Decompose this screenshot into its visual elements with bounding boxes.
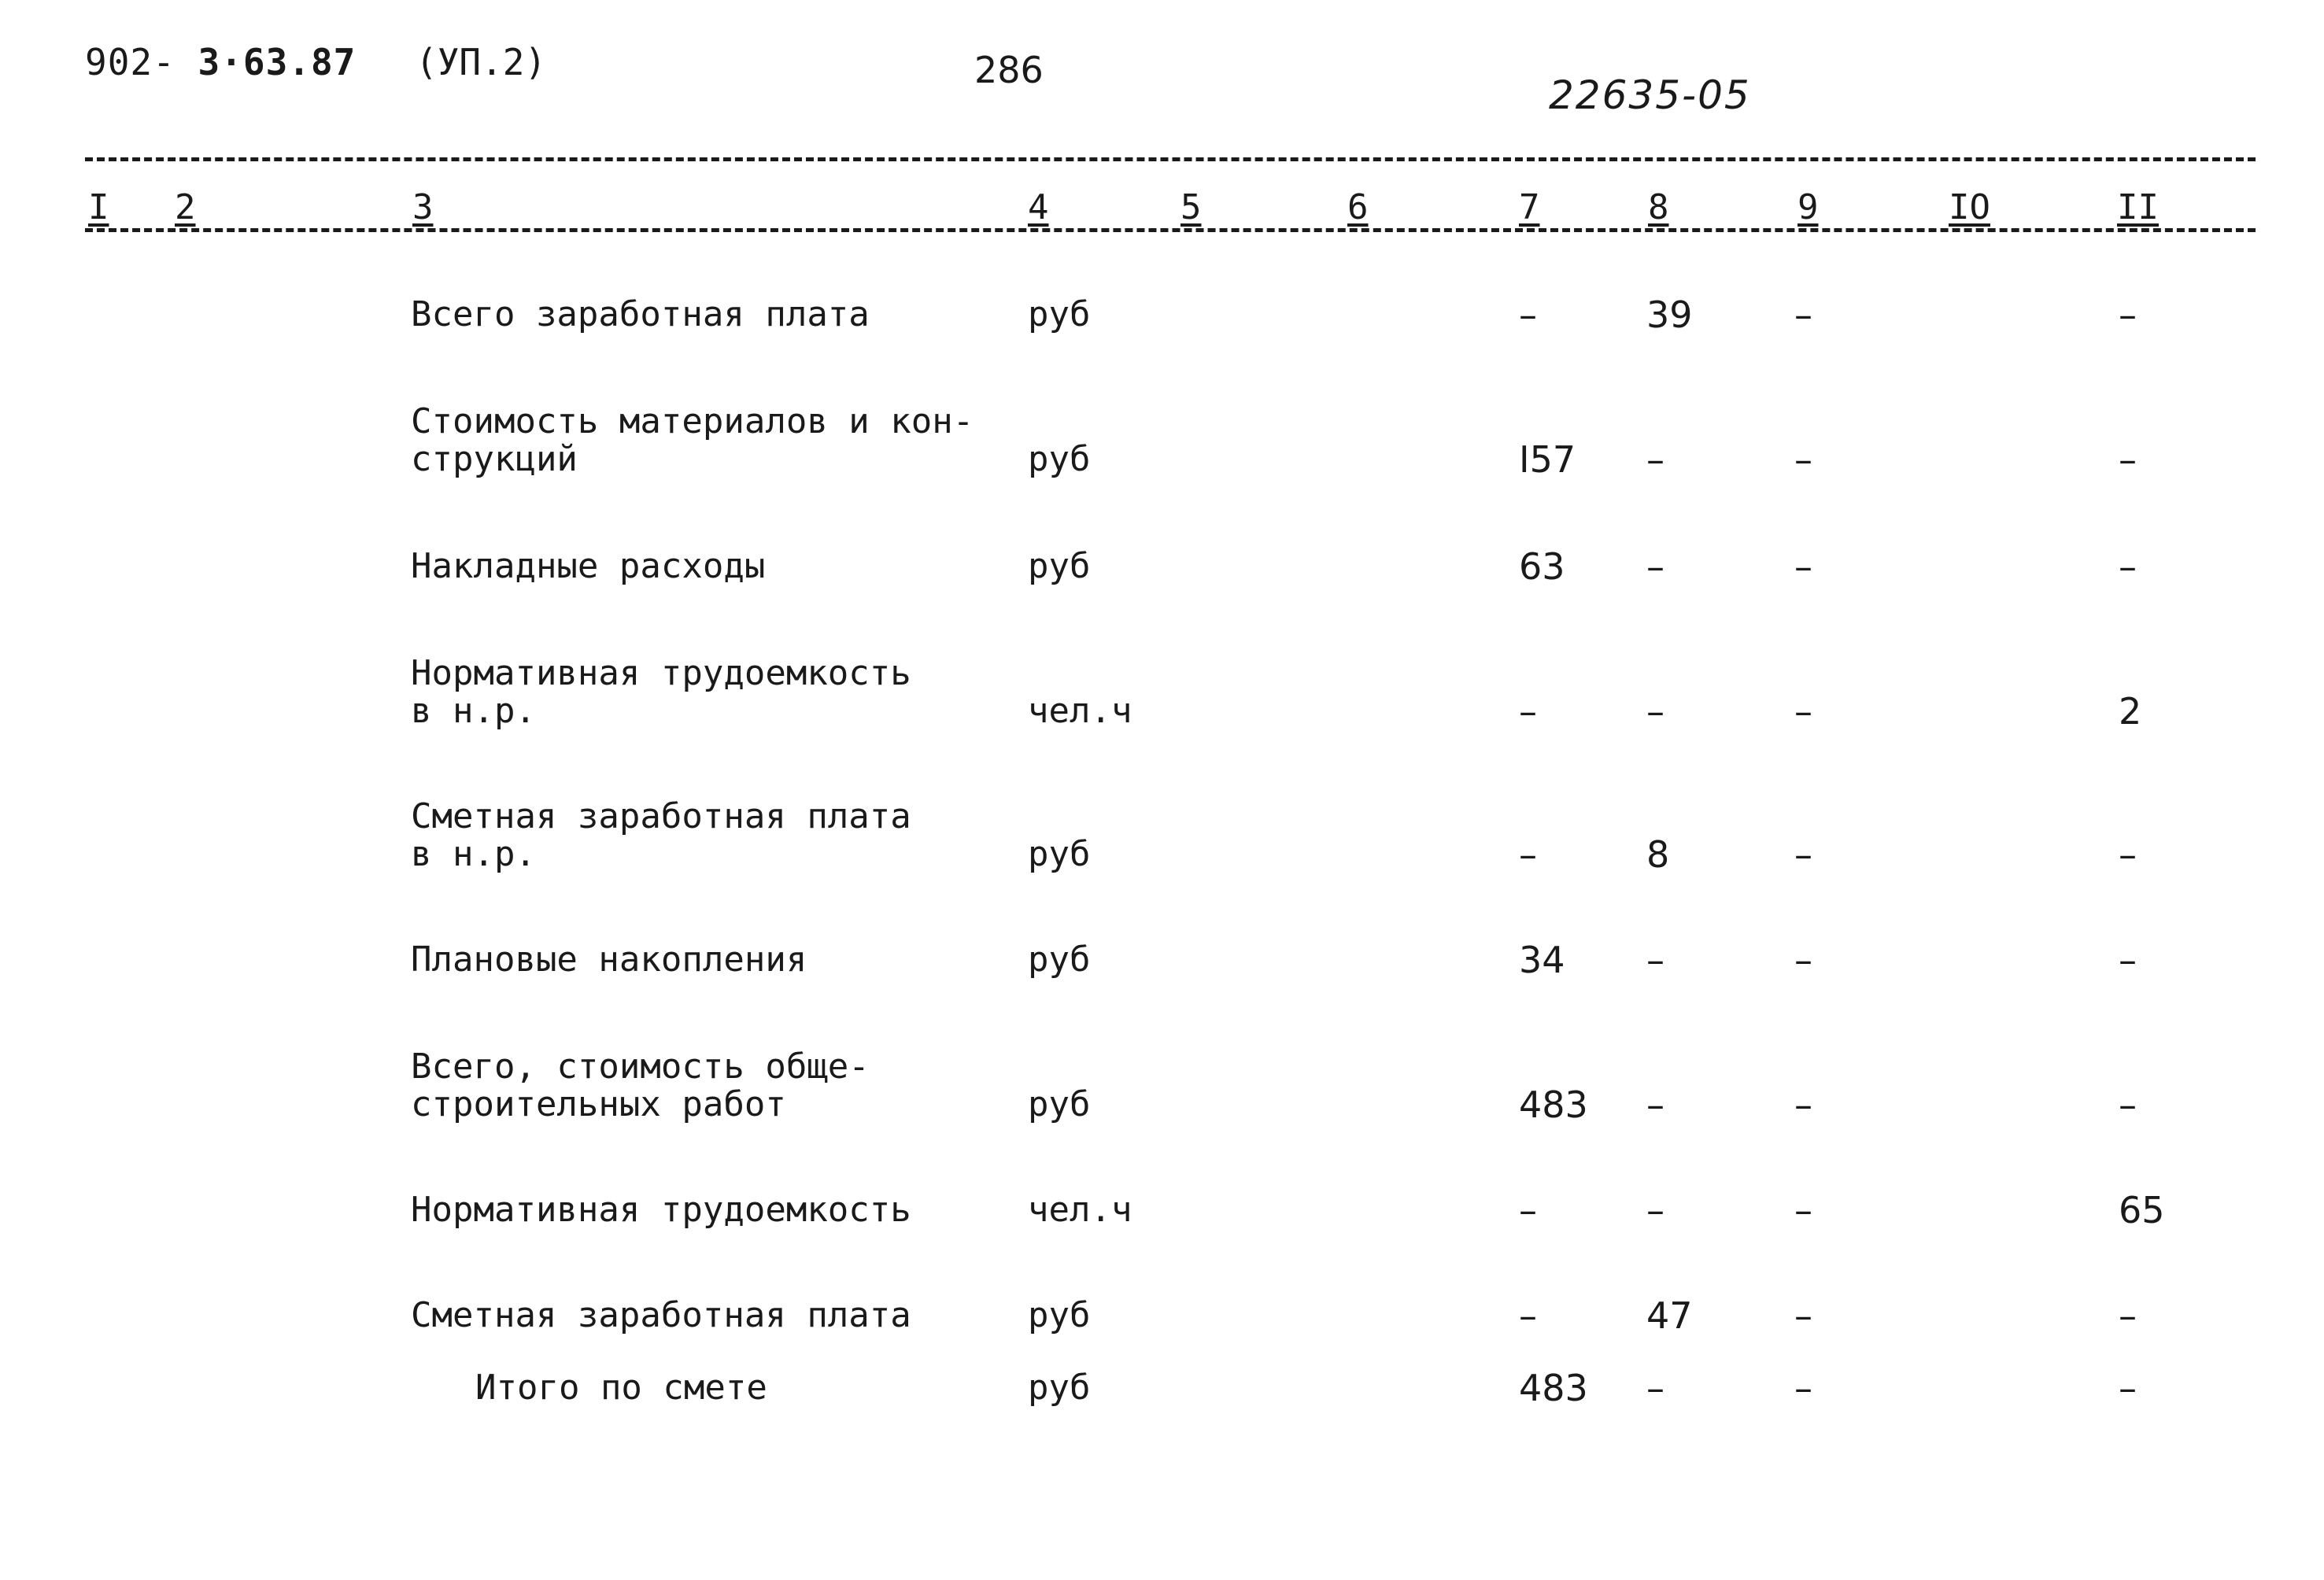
column-number-6: 6 — [1347, 187, 1369, 227]
document-code-number: 3·63.87 — [198, 41, 357, 83]
row-col-7: I57 — [1519, 438, 1576, 481]
row-unit: руб — [1028, 1368, 1091, 1408]
row-col-8: – — [1646, 1367, 1664, 1409]
page-number: 286 — [974, 49, 1044, 91]
row-col-8: – — [1646, 438, 1664, 481]
row-col-9: – — [1794, 1367, 1812, 1409]
column-number-3: 3 — [412, 187, 434, 227]
header-divider — [85, 157, 2256, 161]
row-col-8: 8 — [1646, 833, 1670, 876]
row-col-11: 65 — [2119, 1189, 2165, 1231]
row-col-11: – — [2119, 1294, 2137, 1337]
column-header-divider — [85, 228, 2256, 232]
row-col-7: 483 — [1519, 1367, 1588, 1409]
row-col-9: – — [1794, 438, 1812, 481]
row-col-8: – — [1646, 545, 1664, 588]
row-description: Нормативная трудоемкость — [411, 653, 911, 693]
row-col-11: – — [2119, 1367, 2137, 1409]
row-description: Накладные расходы — [411, 546, 766, 586]
column-number-2: 2 — [175, 187, 196, 227]
row-description: Нормативная трудоемкость — [411, 1190, 911, 1230]
row-col-11: – — [2119, 545, 2137, 588]
row-col-11: – — [2119, 1083, 2137, 1126]
row-unit: чел.ч — [1028, 691, 1132, 731]
column-number-8: 8 — [1648, 187, 1669, 227]
row-col-9: – — [1794, 545, 1812, 588]
row-col-8: 47 — [1646, 1294, 1693, 1337]
row-description-cont: в н.р. — [411, 691, 536, 731]
column-number-10: IO — [1949, 187, 1990, 227]
row-col-7: – — [1519, 1294, 1537, 1337]
row-col-9: – — [1794, 939, 1812, 981]
row-description: Всего, стоимость обще- — [411, 1047, 870, 1087]
row-col-11: – — [2119, 438, 2137, 481]
document-code-prefix: 902- — [85, 41, 176, 83]
row-col-7: 483 — [1519, 1083, 1588, 1126]
row-col-8: 39 — [1646, 293, 1693, 336]
row-col-11: – — [2119, 833, 2137, 876]
row-description: Итого по смете — [475, 1368, 767, 1408]
row-col-7: 63 — [1519, 545, 1565, 588]
row-unit: руб — [1028, 834, 1091, 874]
row-col-11: – — [2119, 939, 2137, 981]
row-col-7: – — [1519, 833, 1537, 876]
row-col-7: – — [1519, 1189, 1537, 1231]
row-unit: руб — [1028, 1084, 1091, 1124]
row-col-7: – — [1519, 690, 1537, 733]
row-col-9: – — [1794, 1294, 1812, 1337]
row-col-8: – — [1646, 690, 1664, 733]
row-col-9: – — [1794, 1083, 1812, 1126]
row-col-9: – — [1794, 690, 1812, 733]
row-col-8: – — [1646, 939, 1664, 981]
row-description: Сметная заработная плата — [411, 796, 911, 836]
row-description: Всего заработная плата — [411, 294, 870, 334]
row-col-11: 2 — [2119, 690, 2142, 733]
row-description-cont: струкций — [411, 439, 578, 479]
row-description: Сметная заработная плата — [411, 1295, 911, 1335]
row-col-9: – — [1794, 1189, 1812, 1231]
column-number-7: 7 — [1519, 187, 1540, 227]
row-col-9: – — [1794, 293, 1812, 336]
row-col-11: – — [2119, 293, 2137, 336]
row-unit: руб — [1028, 1295, 1091, 1335]
row-col-8: – — [1646, 1189, 1664, 1231]
document-code — [85, 41, 356, 83]
document-part: (УП.2) — [416, 41, 547, 83]
row-description-cont: в н.р. — [411, 834, 536, 874]
row-description-cont: строительных работ — [411, 1084, 786, 1124]
row-description: Стоимость материалов и кон- — [411, 401, 974, 441]
row-unit: руб — [1028, 294, 1091, 334]
row-unit: руб — [1028, 439, 1091, 479]
document-stamp: 22635-05 — [1549, 72, 1751, 118]
row-col-9: – — [1794, 833, 1812, 876]
row-col-8: – — [1646, 1083, 1664, 1126]
row-col-7: 34 — [1519, 939, 1565, 981]
column-number-1: I — [88, 187, 109, 227]
row-unit: чел.ч — [1028, 1190, 1132, 1230]
column-number-9: 9 — [1797, 187, 1819, 227]
row-unit: руб — [1028, 546, 1091, 586]
column-number-4: 4 — [1028, 187, 1049, 227]
column-number-5: 5 — [1180, 187, 1202, 227]
row-unit: руб — [1028, 940, 1091, 980]
row-description: Плановые накопления — [411, 940, 807, 980]
column-number-11: II — [2117, 187, 2159, 227]
row-col-7: – — [1519, 293, 1537, 336]
